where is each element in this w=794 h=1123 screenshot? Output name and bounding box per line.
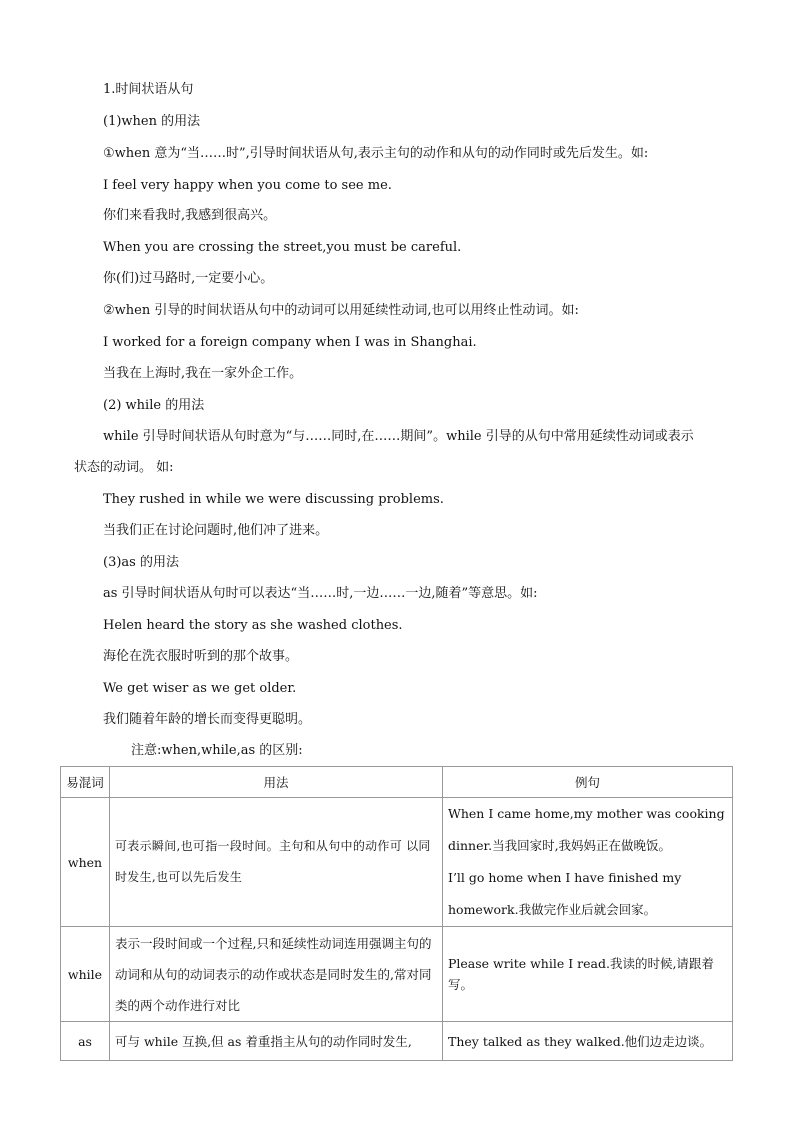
when-example-1-zh: 你们来看我时,我感到很高兴。	[103, 208, 277, 223]
word-cell: as	[61, 1022, 110, 1061]
subheading-as: (3)as 的用法	[103, 555, 179, 570]
usage-cell: 表示一段时间或一个过程,只和延续性动词连用强调主句的动词和从句的动词表示的动作或状态是同时发生的,常对同类的两个动作进行对比	[110, 927, 443, 1022]
table-row	[61, 1022, 733, 1061]
header-example: 例句	[443, 767, 733, 798]
table-header-row	[61, 767, 733, 798]
when-example-3-zh: 当我在上海时,我在一家外企工作。	[103, 366, 303, 381]
when-example-2-en: When you are crossing the street,you must be careful.	[103, 240, 462, 255]
as-example-1-zh: 海伦在洗衣服时听到的那个故事。	[103, 649, 299, 664]
example-sentence: I’ll go home when I have finished my homework.我做完作业后就会回家。	[448, 870, 682, 917]
header-word: 易混词	[61, 767, 110, 798]
while-example-en: They rushed in while we were discussing problems.	[103, 492, 444, 507]
when-rule-2: ②when 引导的时间状语从句中的动词可以用延续性动词,也可以用终止性动词。如:	[103, 303, 579, 318]
when-example-3-en: I worked for a foreign company when I was in Shanghai.	[103, 335, 477, 350]
example-cell	[443, 798, 733, 927]
example-sentence: Please write while I read.我读的时候,请跟着写。	[448, 956, 714, 992]
comparison-note: 注意:when,while,as 的区别:	[131, 743, 303, 758]
header-usage: 用法	[110, 767, 443, 798]
table-row	[61, 927, 733, 1022]
while-rule-line-1: while 引导时间状语从句时意为“与……同时,在……期间”。while 引导的从句中常用延续性动词或表示	[103, 429, 694, 444]
subheading-while: (2) while 的用法	[103, 398, 205, 413]
example-sentence: When I came home,my mother was cooking dinner.当我回家时,我妈妈正在做晚饭。	[448, 806, 725, 853]
usage-cell: 可表示瞬间,也可指一段时间。主句和从句中的动作可 以同时发生,也可以先后发生	[110, 798, 443, 927]
subheading-when: (1)when 的用法	[103, 114, 201, 129]
when-example-2-zh: 你(们)过马路时,一定要小心。	[103, 271, 274, 286]
example-sentence: They talked as they walked.他们边走边谈。	[448, 1033, 713, 1049]
usage-cell: 可与 while 互换,但 as 着重指主从句的动作同时发生,	[110, 1022, 443, 1061]
section-heading: 1.时间状语从句	[103, 82, 194, 97]
word-cell: when	[61, 798, 110, 927]
example-cell	[443, 1022, 733, 1061]
example-cell	[443, 927, 733, 1022]
word-cell: while	[61, 927, 110, 1022]
table-row	[61, 798, 733, 927]
as-example-1-en: Helen heard the story as she washed clothes.	[103, 618, 403, 633]
when-example-1-en: I feel very happy when you come to see me.	[103, 178, 392, 193]
while-rule-line-2: 状态的动词。 如:	[74, 460, 174, 475]
when-rule-1: ①when 意为“当……时”,引导时间状语从句,表示主句的动作和从句的动作同时或先后发生。如:	[103, 146, 649, 161]
while-example-zh: 当我们正在讨论问题时,他们冲了进来。	[103, 523, 329, 538]
as-example-2-zh: 我们随着年龄的增长而变得更聪明。	[103, 712, 312, 727]
as-rule: as 引导时间状语从句时可以表达“当……时,一边……一边,随着”等意思。如:	[103, 586, 538, 601]
comparison-table	[60, 766, 733, 1061]
as-example-2-en: We get wiser as we get older.	[103, 681, 297, 696]
